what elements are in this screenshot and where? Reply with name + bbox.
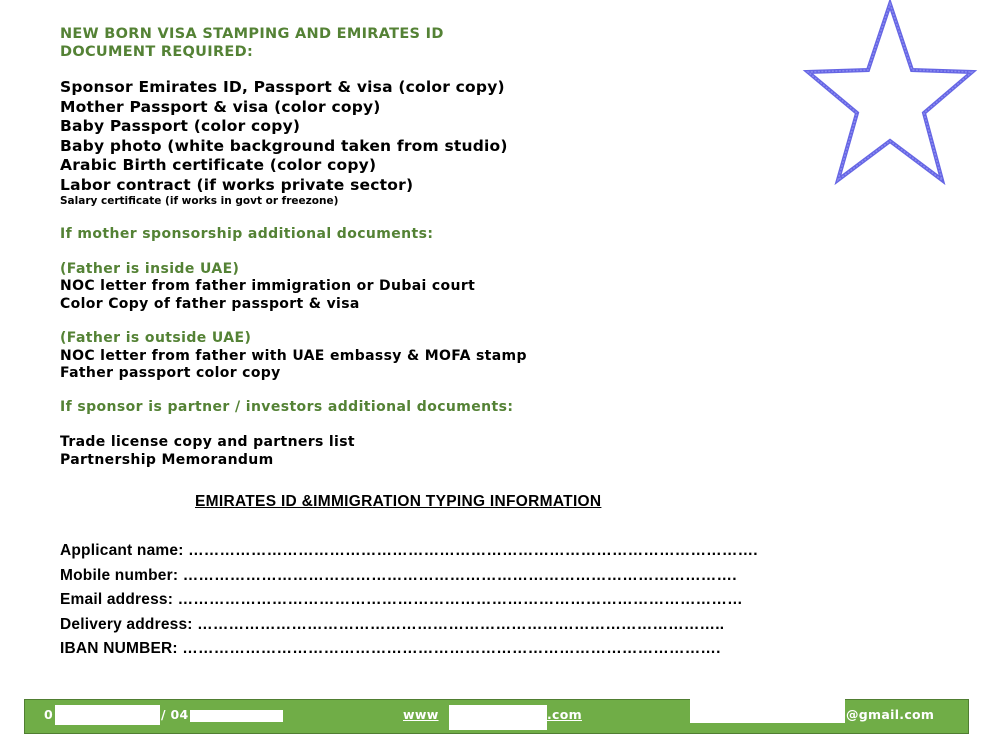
mobile-number-field[interactable] (60, 567, 737, 585)
list-item-note: Salary certificate (if works in govt or freezone) (60, 195, 339, 207)
field-dots: ……………………………………………………………………………………….. (197, 615, 725, 633)
list-item: Labor contract (if works private sector) (60, 176, 414, 194)
footer-website-suffix[interactable]: .com (547, 707, 582, 722)
list-item: Father passport color copy (60, 365, 281, 381)
document-title-line1: NEW BORN VISA STAMPING AND EMIRATES ID (60, 26, 444, 42)
list-item: Baby photo (white background taken from studio) (60, 136, 508, 155)
field-label: Applicant name: (60, 542, 189, 559)
footer-phone-prefix: 0 (44, 707, 53, 722)
father-inside-heading: (Father is inside UAE) (60, 261, 240, 277)
field-label: IBAN NUMBER: (60, 640, 183, 657)
list-item: NOC letter from father with UAE embassy & MOFA stamp (60, 347, 527, 364)
typing-info-heading: EMIRATES ID &IMMIGRATION TYPING INFORMATION (195, 493, 602, 510)
redaction-box (190, 710, 283, 722)
field-label: Delivery address: (60, 615, 198, 633)
iban-number-field[interactable] (60, 640, 721, 658)
footer-email-suffix[interactable]: @gmail.com (846, 707, 935, 722)
field-dots: ………………………………………………………………………………………………. (188, 542, 758, 559)
father-outside-heading: (Father is outside UAE) (60, 330, 252, 346)
document-title-line2: DOCUMENT REQUIRED: (60, 44, 254, 60)
star-icon (800, 0, 980, 190)
mother-sponsorship-heading: If mother sponsorship additional documents: (60, 226, 434, 242)
applicant-name-field[interactable] (60, 542, 758, 560)
field-label: Mobile number: (60, 566, 183, 584)
list-item: NOC letter from father immigration or Dubai court (60, 278, 476, 294)
field-dots: …………………………………………………………………………………………. (182, 640, 721, 657)
redaction-box (55, 705, 160, 725)
partner-sponsor-heading: If sponsor is partner / investors additional documents: (60, 399, 514, 415)
list-item: Arabic Birth certificate (color copy) (60, 156, 377, 175)
email-address-field[interactable] (60, 591, 743, 609)
footer-phone-separator: / 04 (161, 707, 189, 722)
field-dots: ……………………………………………………………………………………………… (177, 591, 743, 608)
list-item: Partnership Memorandum (60, 451, 274, 468)
list-item: Trade license copy and partners list (60, 434, 355, 450)
redaction-box (449, 705, 547, 730)
list-item: Mother Passport & visa (color copy) (60, 97, 381, 116)
delivery-address-field[interactable] (60, 616, 724, 634)
field-dots: ……………………………………………………………………………………………. (182, 566, 737, 584)
list-item: Sponsor Emirates ID, Passport & visa (color copy) (60, 78, 505, 96)
footer-website-prefix[interactable]: www (403, 707, 439, 722)
list-item: Baby Passport (color copy) (60, 117, 301, 136)
list-item: Color Copy of father passport & visa (60, 295, 360, 312)
field-label: Email address: (60, 591, 178, 608)
redaction-box (690, 699, 845, 723)
